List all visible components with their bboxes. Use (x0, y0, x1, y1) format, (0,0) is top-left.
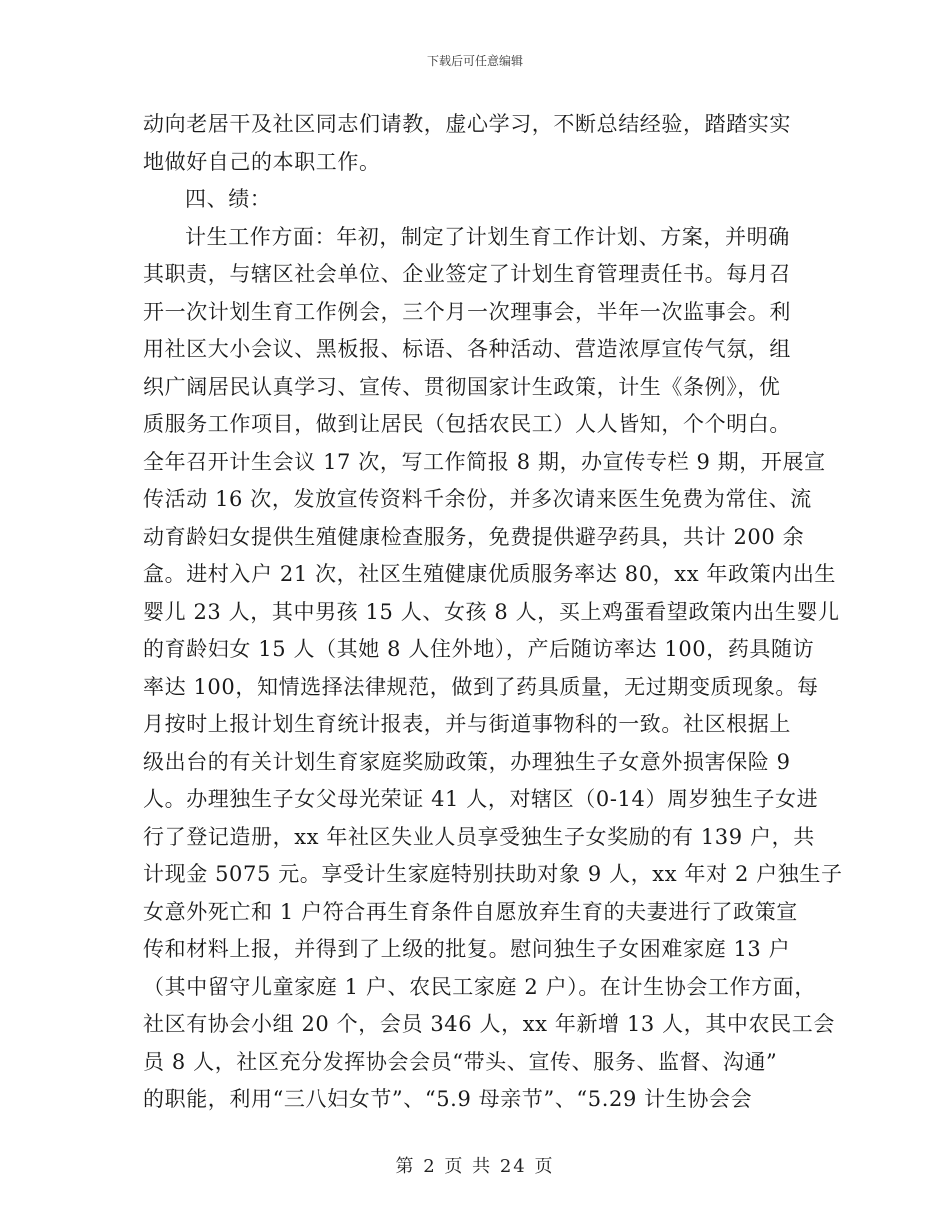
text-line: 月按时上报计划生育统计报表，并与街道事物科的一致。社区根据上 (143, 712, 791, 736)
text-line: 用社区大小会议、黑板报、标语、各种活动、营造浓厚宣传气氛，组 (143, 337, 791, 361)
text-line: 级出台的有关计划生育家庭奖励政策，办理独生子女意外损害保险 9 (143, 749, 791, 774)
text-line: （其中留守儿童家庭 1 户、农民工家庭 2 户）。在计生协会工作方面， (143, 974, 816, 999)
text-line: 员 8 人，社区充分发挥协会会员“带头、宣传、服务、监督、沟通” (143, 1049, 778, 1074)
text-line: 质服务工作项目，做到让居民（包括农民工）人人皆知，个个明白。 (143, 412, 791, 436)
text-line: 计现金 5075 元。享受计生家庭特别扶助对象 9 人，xx 年对 2 户独生子 (143, 862, 843, 886)
page-number-footer: 第 2 页 共 24 页 (395, 1156, 555, 1177)
page-header: 下载后可任意编辑 (426, 54, 523, 68)
text-line: 开一次计划生育工作例会，三个月一次理事会，半年一次监事会。利 (143, 299, 791, 324)
text-line: 率达 100，知情选择法律规范，做到了药具质量，无过期变质现象。每 (143, 674, 819, 699)
text-line: 动向老居干及社区同志们请教，虚心学习，不断总结经验，踏踏实实 (143, 112, 791, 136)
section-heading: 四、绩： (185, 187, 272, 211)
document-body (143, 106, 843, 1119)
text-line: 社区有协会小组 20 个，会员 346 人，xx 年新增 13 人，其中农民工会 (143, 1012, 835, 1036)
text-line: 全年召开计生会议 17 次，写工作简报 8 期，办宣传专栏 9 期，开展宣 (143, 449, 826, 474)
text-line: 地做好自己的本职工作。 (143, 149, 381, 174)
paragraph-start: 计生工作方面：年初，制定了计划生育工作计划、方案，并明确 (185, 224, 790, 249)
text-line: 传活动 16 次，发放宣传资料千余份，并多次请来医生免费为常住、流 (143, 487, 812, 511)
text-line: 动育龄妇女提供生殖健康检查服务，免费提供避孕药具，共计 200 余 (143, 524, 805, 549)
text-line: 传和材料上报，并得到了上级的批复。慰问独生子女困难家庭 13 户 (143, 937, 791, 961)
text-line: 织广阔居民认真学习、宣传、贯彻国家计生政策，计生《条例》，优 (143, 374, 781, 399)
text-line: 盒。进村入户 21 次，社区生殖健康优质服务率达 80，xx 年政策内出生 (143, 562, 837, 586)
text-line: 女意外死亡和 1 户符合再生育条件自愿放弃生育的夫妻进行了政策宣 (143, 899, 798, 924)
text-line: 的职能，利用“三八妇女节”、“5.9 母亲节”、“5.29 计生协会会 (143, 1087, 753, 1111)
text-line: 人。办理独生子女父母光荣证 41 人，对辖区（0-14）周岁独生子女进 (143, 787, 819, 811)
text-line: 婴儿 23 人，其中男孩 15 人、女孩 8 人，买上鸡蛋看望政策内出生婴儿 (143, 599, 840, 624)
text-line: 其职责，与辖区社会单位、企业签定了计划生育管理责任书。每月召 (143, 262, 791, 286)
text-line: 的育龄妇女 15 人（其她 8 人住外地），产后随访率达 100，药具随访 (143, 637, 815, 661)
text-line: 行了登记造册，xx 年社区失业人员享受独生子女奖励的有 139 户，共 (143, 824, 815, 849)
